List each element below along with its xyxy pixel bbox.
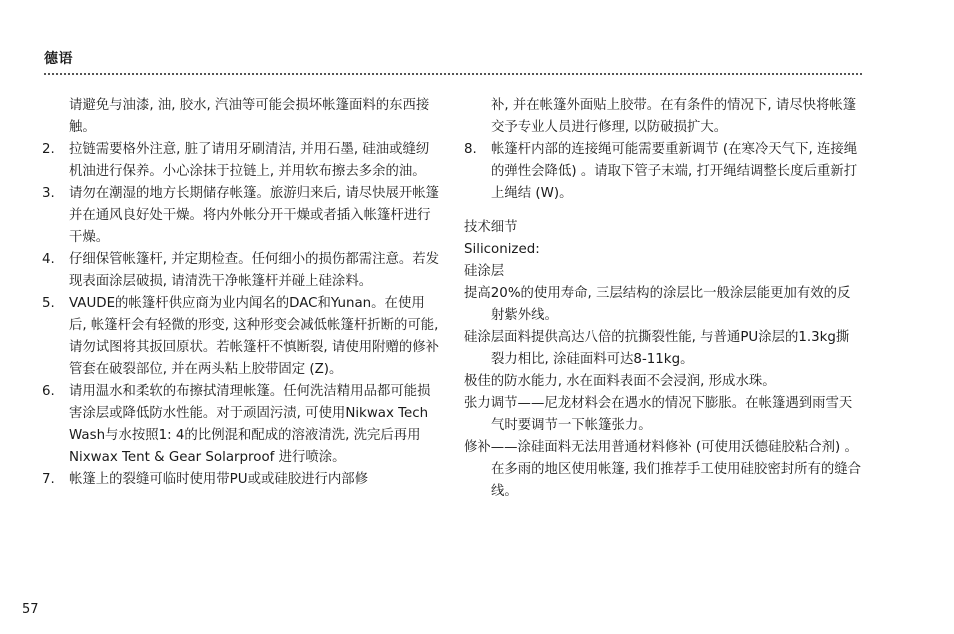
care-item-number: 5.: [42, 296, 55, 311]
page-number: 57: [22, 602, 39, 617]
care-item-5: [42, 293, 440, 381]
tech-section-subtitle: Siliconized:: [464, 242, 540, 257]
tech-item: 极佳的防水能力, 水在面料表面不会浸润, 形成水珠。: [464, 374, 776, 389]
care-item-3: [42, 183, 440, 249]
care-item-text: 拉链需要格外注意, 脏了请用牙刷清洁, 并用石墨, 硅油或缝纫机油进行保养。小心涂抹于拉链上, 并用软布擦去多余的油。: [69, 142, 430, 179]
care-item-continued: [42, 95, 440, 139]
care-item-7: [42, 469, 440, 491]
tech-item: 硅涂层面料提供高达八倍的抗撕裂性能, 与普通PU涂层的1.3kg撕裂力相比, 涂硅面料可达8-11kg。: [464, 330, 850, 367]
care-item-2: [42, 139, 440, 183]
care-item-number: 4.: [42, 252, 55, 267]
dotted-divider: [44, 73, 862, 75]
care-item-8: [464, 139, 862, 205]
care-item-number: 2.: [42, 142, 55, 157]
care-item-text: VAUDE的帐篷杆供应商为业内闻名的DAC和Yunan。在使用后, 帐篷杆会有轻微的形变, 这种形变会减低帐篷杆折断的可能, 请勿试图将其扳回原状。若帐篷杆不慎断裂, 请使用附赠的修补管套在破裂部位, 并在两头粘上胶带固定 (Z)。: [69, 296, 440, 377]
care-item-4: [42, 249, 440, 293]
care-item-text: 帐篷杆内部的连接绳可能需要重新调节 (在寒冷天气下, 连接绳的弹性会降低) 。请取下管子末端, 打开绳结调整长度后重新打上绳结 (W)。: [491, 142, 858, 201]
care-item-number: 7.: [42, 472, 55, 487]
care-item-number: 8.: [464, 142, 477, 157]
tech-item: 提高20%的使用寿命, 三层结构的涂层比一般涂层能更加有效的反射紫外线。: [464, 286, 851, 323]
care-item-text: 补, 并在帐篷外面贴上胶带。在有条件的情况下, 请尽快将帐篷交予专业人员进行修理, 以防破损扩大。: [491, 98, 857, 135]
right-column: [464, 95, 862, 503]
tech-section-title: 技术细节: [464, 220, 518, 235]
section-gap: [464, 205, 862, 217]
care-item-text: 请勿在潮湿的地方长期储存帐篷。旅游归来后, 请尽快展开帐篷并在通风良好处干燥。将内外帐分开干燥或者插入帐篷杆进行干燥。: [69, 186, 440, 245]
left-column: [42, 95, 440, 491]
care-item-text: 帐篷上的裂缝可临时使用带PU或或硅胶进行内部修: [69, 472, 369, 487]
tech-item: 张力调节——尼龙材料会在遇水的情况下膨胀。在帐篷遇到雨雪天气时要调节一下帐篷张力。: [464, 396, 853, 433]
tech-item: 修补——涂硅面料无法用普通材料修补 (可使用沃德硅胶粘合剂) 。在多雨的地区使用帐篷, 我们推荐手工使用硅胶密封所有的缝合线。: [464, 440, 862, 499]
care-item-6: [42, 381, 440, 469]
care-item-text: 仔细保管帐篷杆, 并定期检查。任何细小的损伤都需注意。若发现表面涂层破损, 请清洗干净帐篷杆并碰上硅涂料。: [69, 252, 440, 289]
care-item-number: 6.: [42, 384, 55, 399]
tech-section-subheading: 硅涂层: [464, 264, 505, 279]
care-item-number: 3.: [42, 186, 55, 201]
care-item-text: 请避免与油漆, 油, 胶水, 汽油等可能会损坏帐篷面料的东西接触。: [69, 98, 430, 135]
language-header: 德语: [44, 51, 73, 67]
care-item-7-continued: [464, 95, 862, 139]
care-item-text: 请用温水和柔软的布擦拭清理帐篷。任何洗洁精用品都可能损害涂层或降低防水性能。对于顽固污渍, 可使用Nikwax Tech Wash与水按照1: 4的比例混和配成的溶液清洗, 洗完后再用Nixwax Tent & Gear Solarproof 进行喷涂。: [69, 384, 431, 465]
